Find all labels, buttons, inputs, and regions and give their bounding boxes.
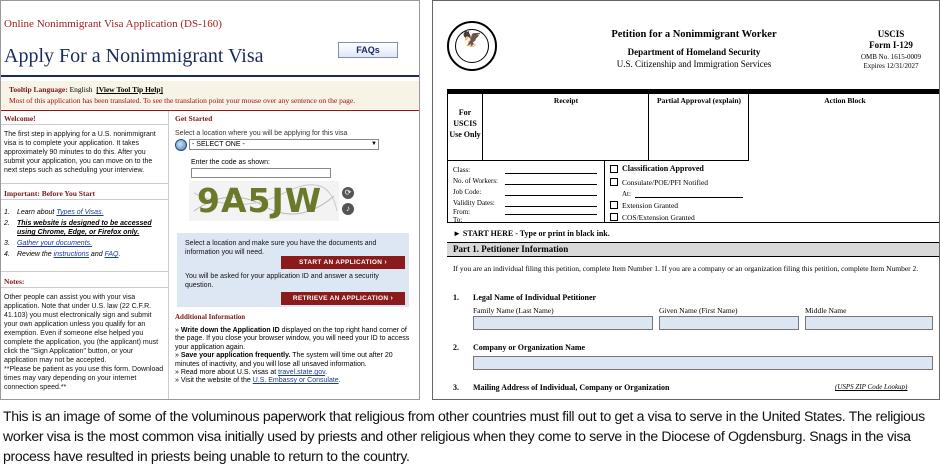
embassy-link[interactable]: U.S. Embassy or Consulate [252,377,339,385]
partial-approval-label: Partial Approval (explain) [656,96,742,105]
instructions-link[interactable]: instructions [53,251,89,258]
middle-name-field[interactable] [805,316,933,330]
department-name: Department of Homeland Security [627,47,761,57]
list-item: 3. Gather your documents. [4,240,93,247]
types-of-visas-link[interactable]: Types of Visas. [56,209,104,216]
item-number: 2. [453,343,459,352]
job-code-label: Job Code: [453,188,482,196]
workers-label: No. of Workers: [453,177,498,185]
list-item: » Write down the Application ID displayed on the top right hand corner of the page. If you close your browser window, you will need your ID to access your application again. [175,327,410,351]
divider [1,199,168,200]
divider [1,183,168,184]
zip-lookup-link[interactable]: (USPS ZIP Code Lookup) [835,383,908,391]
field-line [505,214,597,215]
additional-heading: Additional Information [175,313,246,321]
ds160-screenshot [0,0,420,400]
tooltip-help-link[interactable]: [View Tool Tip Help] [96,85,164,94]
field-line [505,222,597,223]
get-started-heading: Get Started [175,114,213,123]
cos-checkbox[interactable] [610,213,618,221]
organization-name-field[interactable] [473,356,933,370]
family-name-field[interactable] [473,316,653,330]
list-item: 4. Review the instructions and FAQ. [4,251,121,258]
extension-label: Extension Granted [622,201,679,210]
steps-list [4,208,166,261]
form-title: Petition for a Nonimmigrant Worker [611,29,777,40]
list-item: 2. This website is designed to be accessed using Chrome, Edge, or Firefox only. [4,220,152,236]
part1-title: Part 1. Petitioner Information [453,244,569,254]
notes-heading: Notes: [4,277,25,286]
class-label: Class: [453,166,471,174]
gather-documents-link[interactable]: Gather your documents. [17,240,93,247]
audio-icon[interactable]: ♪ [342,203,354,215]
notes-text: Other people can assist you with your visa application. Note that under U.S. law (22 C.F.R. 41.103) you must electronically sign and submit your own application unless you qualify for an exemption. Even if someone else helped you complete the application, you (the applicant) must click the "Sign Application" button, or your application may not be accepted. [4,294,159,364]
consulate-label: Consulate/POE/PFI Notified [622,178,709,187]
welcome-text: The first step in applying for a U.S. nonimmigrant visa is to complete your application. It takes approximately 90 minutes to do this. After you submit your application, you can move on to the next steps such as scheduling your interview. [4,131,156,174]
dhs-seal-icon: 🦅 [447,21,497,71]
given-name-label: Given Name (First Name) [659,306,738,315]
code-label: Enter the code as shown: [191,159,270,166]
notes-patience: **Please be patient as you use this form. Download times may vary depending on your internet connection speed.** [4,366,164,391]
item1-title: Legal Name of Individual Petitioner [473,293,597,302]
faq-button[interactable]: FAQs [338,42,398,58]
field-line [505,173,597,174]
omb-block: OMB No. 1615-0009 Expires 12/31/2027 [860,53,922,70]
cos-label: COS/Extension Granted [622,213,695,222]
welcome-heading: Welcome! [4,114,36,123]
chevron-down-icon: ▼ [371,141,377,147]
page-title: Apply For a Nonimmigrant Visa [4,45,264,67]
field-line [505,206,597,207]
middle-name-label: Middle Name [805,306,847,315]
item2-title: Company or Organization Name [473,343,586,352]
field-line [505,195,597,196]
site-title: Online Nonimmigrant Visa Application (DS-160) [4,18,222,30]
globe-icon [175,139,187,151]
field-line [505,184,597,185]
retrieve-application-button[interactable]: RETRIEVE AN APPLICATION › [281,292,405,305]
additional-info-list [175,327,411,386]
tooltip-value[interactable]: English [69,85,93,94]
faq-link[interactable]: FAQ [104,251,119,258]
divider [1,124,168,125]
header [1,1,420,81]
given-name-field[interactable] [659,316,799,330]
tooltip-language [9,85,163,94]
start-application-button[interactable]: START AN APPLICATION › [281,256,405,269]
divider [1,271,168,272]
form-id-block: USCIS Form I-129 [869,29,913,50]
item-number: 3. [453,383,459,392]
captcha-input[interactable] [191,168,331,178]
start-text: Select a location and make sure you have the documents and information you will need. [185,240,377,256]
receipt-label: Receipt [553,96,579,105]
retrieve-text: You will be asked for your application ID and answer a security question. [185,273,379,289]
classification-label: Classification Approved [622,164,704,173]
action-block-label: Action Block [824,96,866,105]
i129-form [432,0,940,400]
location-label: Select a location where you will be applying for this visa [175,130,348,137]
extension-checkbox[interactable] [610,201,618,209]
captcha-image: 9A5JW [197,181,323,220]
divider [1,287,168,288]
browser-notice-link[interactable]: This website is designed to be accessed using Chrome, Edge, or Firefox only. [17,220,152,236]
travel-state-gov-link[interactable]: travel.state.gov [278,369,326,377]
list-item: » Read more about U.S. visas at travel.state.gov. [175,369,328,377]
start-here-label: ► START HERE - Type or print in black ink. [453,229,610,238]
part1-instructions: If you are an individual filing this petition, complete Item Number 1. If you are a company or an organization filing this petition, complete Item Number 2. [453,264,919,273]
arrow-right-icon: › [384,259,388,266]
to-label: To: [453,216,463,224]
list-item: » Save your application frequently. The system will time out after 20 minutes of inactivity, and you will lose all unsaved information. [175,352,393,368]
important-heading: Important: Before You Start [4,189,96,198]
refresh-icon[interactable]: ⟳ [342,187,354,199]
consulate-checkbox[interactable] [610,178,618,186]
list-item: » Visit the website of the U.S. Embassy or Consulate. [175,377,341,385]
item3-title: Mailing Address of Individual, Company or Organization [473,383,670,392]
family-name-label: Family Name (Last Name) [473,306,554,315]
header-divider [1,75,420,77]
field-line [635,197,743,198]
arrow-right-icon: › [390,295,394,302]
validity-label: Validity Dates: [453,199,495,207]
from-label: From: [453,208,471,216]
caption: This is an image of some of the voluminous paperwork that religious from other countries must fill out to get a visa to serve in the United States. The religious worker visa is the most common visa initially used by priests and other religious when they come to serve in the Diocese of Ogdensburg. Snags in the visa process have resulted in priests being unable to return to the country. [3,408,925,464]
list-item: 1. Learn about Types of Visas. [4,209,104,216]
item-number: 1. [453,293,459,302]
classification-checkbox[interactable] [610,165,618,173]
tooltip-label: Tooltip Language: [9,85,68,94]
for-uscis-label: For USCIS Use Only [449,108,481,139]
location-select[interactable]: - SELECT ONE - ▼ [189,139,379,150]
at-label: At: [622,190,631,198]
agency-name: U.S. Citizenship and Immigration Services [616,59,772,69]
translation-notice: Most of this application has been translated. To see the translation point your mouse over any sentence on the page. [9,96,356,105]
